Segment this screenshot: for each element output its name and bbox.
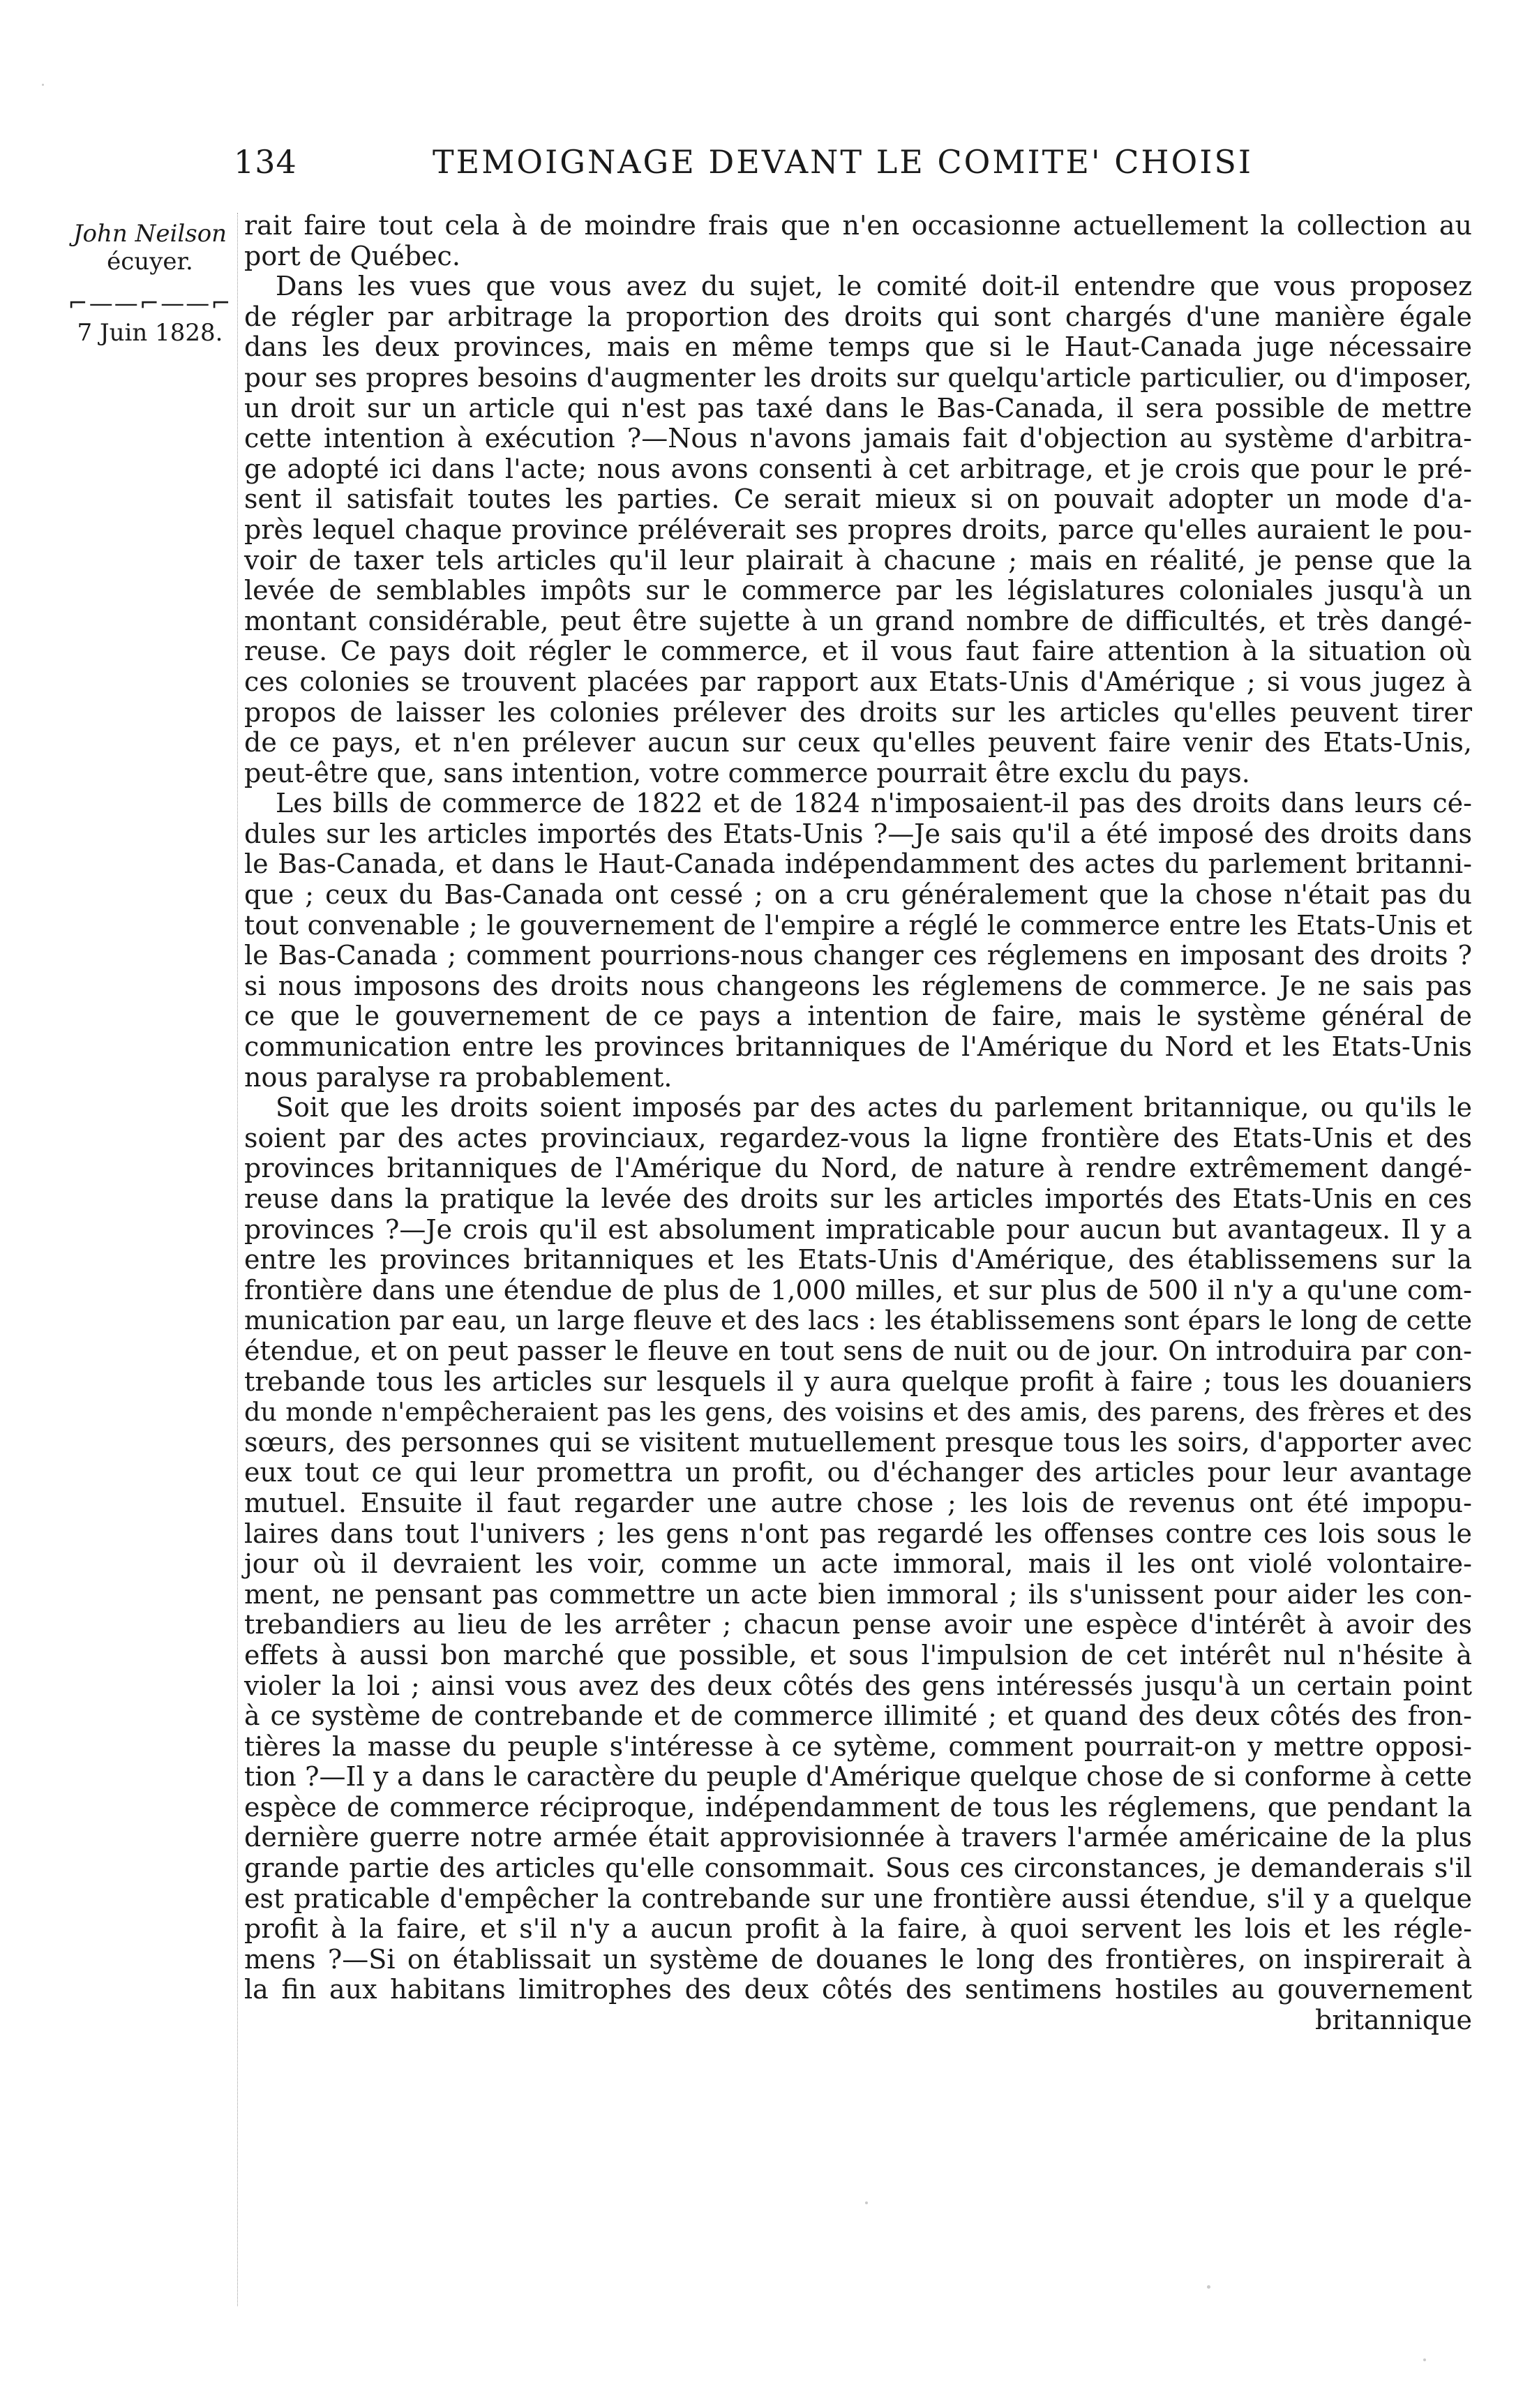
running-title: TEMOIGNAGE DEVANT LE COMITE' CHOISI [433,143,1254,181]
text-line: ce que le gouvernement de ce pays a intention de faire, mais le système général de [244,1001,1472,1032]
scan-speck [1423,2358,1426,2361]
text-line: eux tout ce qui leur promettra un profit, ou d'échanger des articles pour leur avantage [244,1457,1472,1488]
text-line: Dans les vues que vous avez du sujet, le comité doit-il entendre que vous proposez [276,271,1472,302]
text-line: le Bas-Canada ; comment pourrions-nous changer ces réglemens en imposant des droits ? [244,940,1472,971]
page-number: 134 [234,143,297,181]
text-line: entre les provinces britanniques et les Etats-Unis d'Amérique, des établissemens sur la [244,1244,1472,1276]
text-line: rait faire tout cela à de moindre frais que n'en occasionne actuellement la collection au [244,210,1472,241]
witness-title: écuyer. [107,248,193,276]
text-line: la fin aux habitans limitrophes des deux côtés des sentimens hostiles au gouvernement [244,1974,1472,2005]
text-line: ment, ne pensant pas commettre un acte bien immoral ; ils s'unissent pour aider les con- [244,1578,1472,1610]
text-line: violer la loi ; ainsi vous avez des deux côtés des gens intéressés jusqu'à un certain point [244,1670,1472,1701]
text-line: de ce pays, et n'en prélever aucun sur ceux qu'elles peuvent faire venir des Etats-Unis, [244,727,1472,758]
text-line: pour ses propres besoins d'augmenter les droits sur quelqu'article particulier, ou d'imposer, [244,361,1472,393]
text-line: profit à la faire, et s'il n'y a aucun profit à la faire, à quoi servent les lois et les régle- [244,1913,1472,1945]
text-line: étendue, et on peut passer le fleuve en tout sens de nuit ou de jour. On introduira par con- [244,1335,1472,1366]
text-line: si nous imposons des droits nous changeons les réglemens de commerce. Je ne sais pas [244,970,1472,1001]
text-line: un droit sur un article qui n'est pas taxé dans le Bas-Canada, il sera possible de mettre [244,392,1472,424]
scan-speck [1207,2285,1210,2289]
text-line: du monde n'empêcheraient pas les gens, des voisins et des amis, des parens, des frères et des [244,1397,1472,1428]
text-line: tières la masse du peuple s'intéresse à ce sytème, comment pourrait-on y mettre opposi- [244,1730,1472,1762]
text-line: tion ?—Il y a dans le caractère du peuple d'Amérique quelque chose de si conforme à cette [244,1761,1472,1793]
text-line: montant considérable, peut être sujette à un grand nombre de difficultés, et très dangé- [244,605,1472,636]
body-text [244,211,1472,2036]
text-line: levée de semblables impôts sur le commerce par les législatures coloniales jusqu'à un [244,575,1472,606]
text-line: propos de laisser les colonies prélever des droits sur les articles qu'elles peuvent tirer [244,696,1472,728]
text-line: communication entre les provinces britanniques de l'Amérique du Nord et les Etats-Unis [244,1031,1472,1063]
text-line: provinces ?—Je crois qu'il est absolument impraticable pour aucun but avantageux. Il y a [244,1213,1472,1245]
catchword: britannique [1315,2005,1472,2036]
text-line: ces colonies se trouvent placées par rapport aux Etats-Unis d'Amérique ; si vous jugez à [244,666,1472,697]
text-line: effets à aussi bon marché que possible, et sous l'impulsion de cet intérêt nul n'hésite à [244,1639,1472,1670]
text-line: le Bas-Canada, et dans le Haut-Canada indépendamment des actes du parlement britanni- [244,848,1472,880]
margin-rule [237,213,238,2306]
text-line: provinces britanniques de l'Amérique du Nord, de nature à rendre extrêmement dangé- [244,1153,1472,1184]
text-line: reuse dans la pratique la levée des droits sur les articles importés des Etats-Unis en ces [244,1183,1472,1214]
text-line: ge adopté ici dans l'acte; nous avons consenti à cet arbitrage, et je crois que pour le pré- [244,453,1472,484]
scan-speck [42,84,44,86]
text-line: sœurs, des personnes qui se visitent mutuellement presque tous les soirs, d'apporter avec [244,1426,1472,1458]
text-line: soient par des actes provinciaux, regardez-vous la ligne frontière des Etats-Unis et des [244,1122,1472,1153]
text-line: cette intention à exécution ?—Nous n'avons jamais fait d'objection au système d'arbitra- [244,423,1472,454]
text-line: près lequel chaque province préléverait ses propres droits, parce qu'elles auraient le pou- [244,514,1472,545]
text-line: sent il satisfait toutes les parties. Ce serait mieux si on pouvait adopter un mode d'a- [244,484,1472,515]
text-line: Soit que les droits soient imposés par des actes du parlement britannique, ou qu'ils le [276,1092,1472,1123]
margin-note [66,220,234,347]
text-line: mens ?—Si on établissait un système de douanes le long des frontières, on inspirerait à [244,1943,1472,1975]
text-line: jour où il devraient les voir, comme un acte immoral, mais il les ont violé volontaire- [244,1548,1472,1580]
text-line: trebande tous les articles sur lesquels il y aura quelque profit à faire ; tous les douaniers [244,1366,1472,1397]
text-line: nous paralyse ra probablement. [244,1061,673,1093]
text-line: tout convenable ; le gouvernement de l'empire a réglé le commerce entre les Etats-Unis et [244,909,1472,941]
scan-speck [865,2201,868,2204]
text-line: port de Québec. [244,240,460,271]
text-line: dernière guerre notre armée était approvisionnée à travers l'armée américaine de la plus [244,1822,1472,1853]
text-line: à ce système de contrebande et de commerce illimité ; et quand des deux côtés des fron- [244,1700,1472,1732]
text-line: espèce de commerce réciproque, indépendamment de tous les réglemens, que pendant la [244,1791,1472,1823]
text-line: que ; ceux du Bas-Canada ont cessé ; on a cru généralement que la chose n'était pas du [244,879,1472,911]
witness-name: John Neilson [73,220,227,248]
text-line: dules sur les articles importés des Etats-Unis ?—Je sais qu'il a été imposé des droits dans [244,818,1472,849]
text-line: munication par eau, un large fleuve et des lacs : les établissemens sont épars le long de cette [244,1306,1472,1336]
testimony-date: 7 Juin 1828. [77,319,223,347]
text-line: laires dans tout l'univers ; les gens n'ont pas regardé les offenses contre ces lois sous le [244,1518,1472,1549]
text-line: grande partie des articles qu'elle consommait. Sous ces circonstances, je demanderais s'il [244,1853,1472,1884]
text-line: reuse. Ce pays doit régler le commerce, et il vous faut faire attention à la situation où [244,636,1472,667]
text-line: peut-être que, sans intention, votre commerce pourrait être exclu du pays. [244,757,1250,788]
text-line: de régler par arbitrage la proportion des droits qui sont chargés d'une manière égale [244,301,1472,332]
text-line: trebandiers au lieu de les arrêter ; chacun pense avoir une espèce d'intérêt à avoir des [244,1609,1472,1640]
text-line: dans les deux provinces, mais en même temps que si le Haut-Canada juge nécessaire [244,331,1472,363]
text-line: Les bills de commerce de 1822 et de 1824 n'imposaient-il pas des droits dans leurs cé- [276,788,1472,819]
margin-brace: ⌐——⌐——⌐ [68,290,232,317]
text-line: voir de taxer tels articles qu'il leur plairait à chacune ; mais en réalité, je pense que la [244,544,1472,576]
text-line: mutuel. Ensuite il faut regarder une autre chose ; les lois de revenus ont été impopu- [244,1487,1472,1518]
text-line: frontière dans une étendue de plus de 1,000 milles, et sur plus de 500 il n'y a qu'une com- [244,1274,1472,1306]
text-line: est praticable d'empêcher la contrebande sur une frontière aussi étendue, s'il y a quelque [244,1883,1472,1914]
